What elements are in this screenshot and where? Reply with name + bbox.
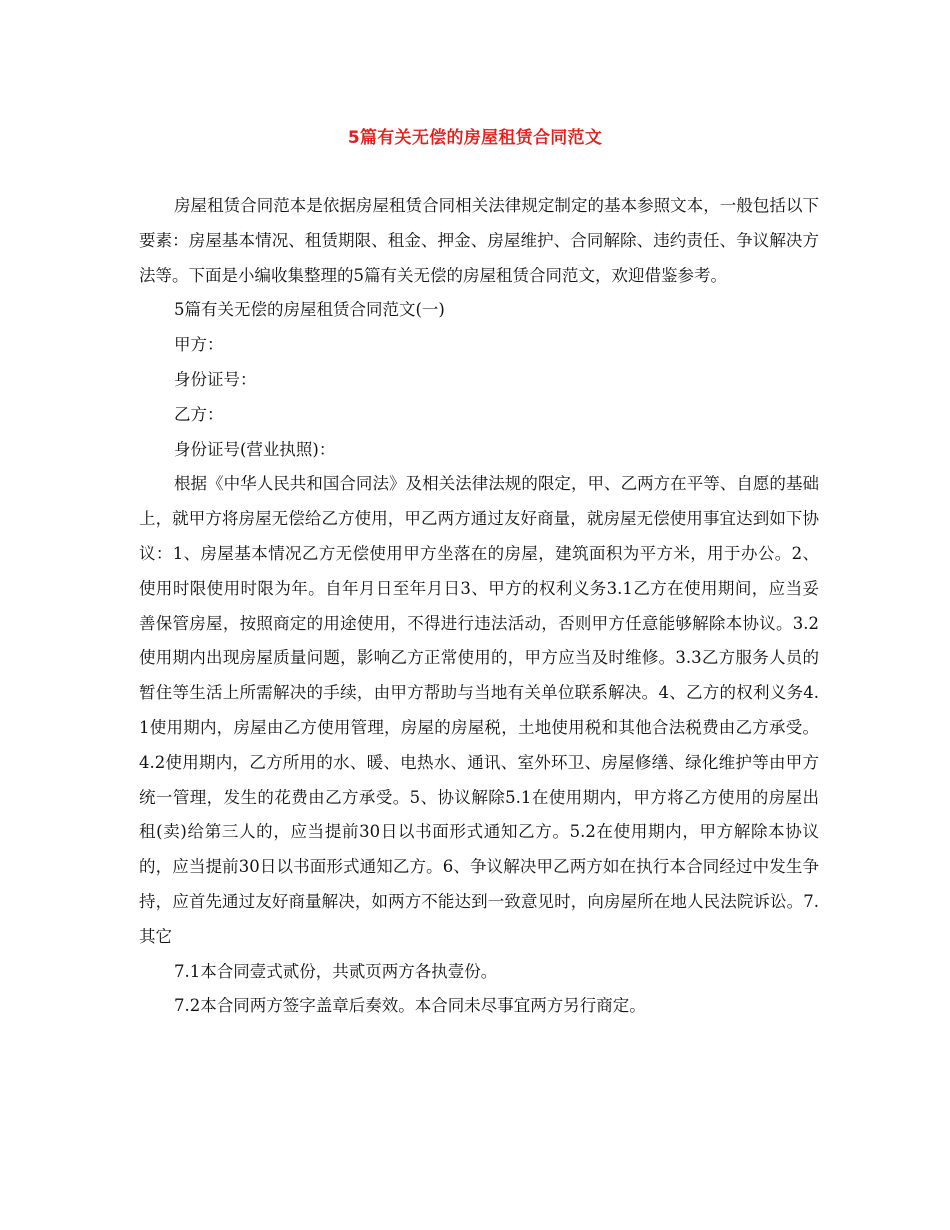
document-body [139, 189, 819, 1024]
party-b-label: 乙方： [174, 404, 224, 424]
agreement-paragraph: 根据《中华人民共和国合同法》及相关法律法规的限定，甲、乙两方在平等、自愿的基础上，就甲方将房屋无偿给乙方使用，甲乙两方通过友好商量，就房屋无偿使用事宜达到如下协议：1、房屋基本情况乙方无偿使用甲方坐落在的房屋，建筑面积为平方米，用于办公。2、使用时限使用时限为年。自年月日至年月日3、甲方的权利义务3.1乙方在使用期间，应当妥善保管房屋，按照商定的用途使用，不得进行违法活动，否则甲方任意能够解除本协议。3.2使用期内出现房屋质量问题，影响乙方正常使用的，甲方应当及时维修。3.3乙方服务人员的暂住等生活上所需解决的手续，由甲方帮助与当地有关单位联系解决。4、乙方的权利义务4.1使用期内，房屋由乙方使用管理，房屋的房屋税，土地使用税和其他合法税费由乙方承受。4.2使用期内，乙方所用的水、暖、电热水、通讯、室外环卫、房屋修缮、绿化维护等由甲方统一管理，发生的花费由乙方承受。5、协议解除5.1在使用期内，甲方将乙方使用的房屋出租(卖)给第三人的，应当提前30日以书面形式通知乙方。5.2在使用期内，甲方解除本协议的，应当提前30日以书面形式通知乙方。6、争议解决甲乙两方如在执行本合同经过中发生争持，应首先通过友好商量解决，如两方不能达到一致意见时，向房屋所在地人民法院诉讼。7.其它 [139, 474, 819, 946]
intro-paragraph: 房屋租赁合同范本是依据房屋租赁合同相关法律规定制定的基本参照文本，一般包括以下要素：房屋基本情况、租赁期限、租金、押金、房屋维护、合同解除、违约责任、争议解决方法等。下面是小编收集整理的5篇有关无偿的房屋租赁合同范文，欢迎借鉴参考。 [139, 196, 819, 285]
party-a-id-label: 身份证号： [174, 369, 257, 389]
clause-7-2: 7.2本合同两方签字盖章后奏效。本合同未尽事宜两方另行商定。 [174, 996, 646, 1016]
party-b-id-label: 身份证号(营业执照)： [174, 439, 336, 459]
clause-7-1: 7.1本合同壹式贰份，共贰页两方各执壹份。 [174, 961, 498, 981]
document-title: 5篇有关无偿的房屋租赁合同范文 [347, 128, 603, 148]
party-a-label: 甲方： [174, 335, 224, 355]
section-heading: 5篇有关无偿的房屋租赁合同范文(一) [174, 300, 445, 320]
